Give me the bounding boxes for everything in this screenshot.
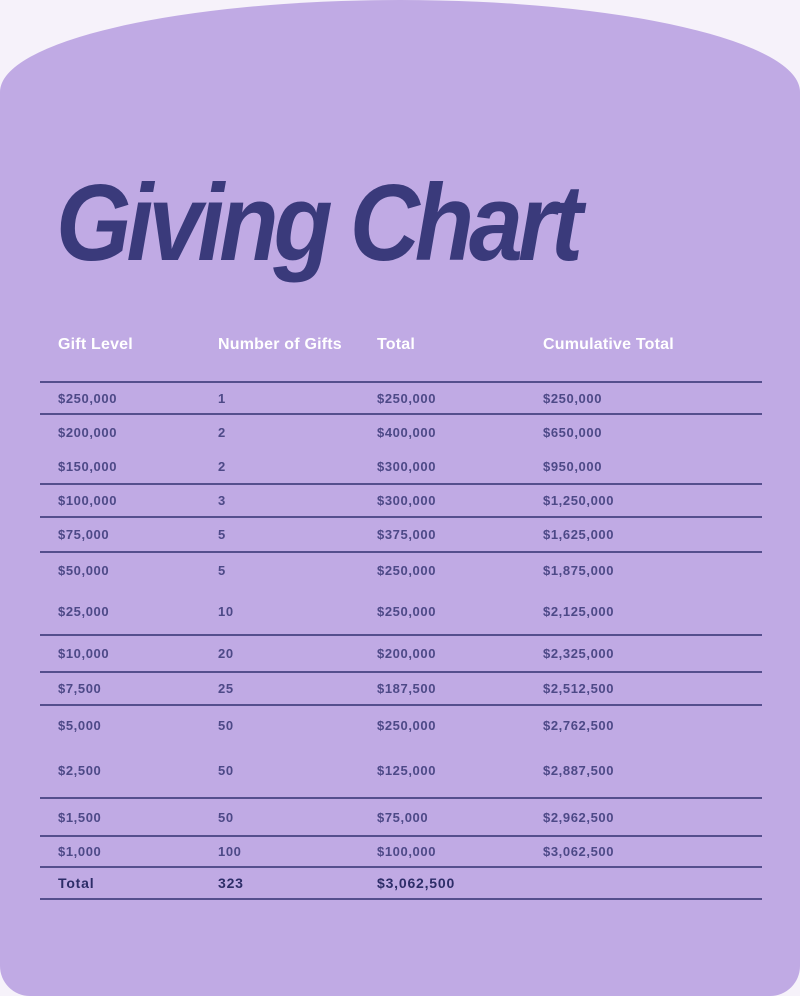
cumulative-total-cell: $1,625,000: [543, 527, 615, 542]
table-row: [40, 450, 762, 485]
table-body: [40, 381, 762, 900]
gift-level-cell: $250,000: [58, 390, 118, 406]
number-of-gifts-cell: 2: [218, 459, 226, 474]
total-cell: $187,500: [377, 681, 437, 696]
cumulative-total-cell: $650,000: [543, 425, 603, 440]
cumulative-total-cell: $2,887,500: [543, 763, 615, 778]
column-header-number-of-gifts: Number of Gifts: [218, 336, 342, 353]
gift-level-cell: $7,500: [58, 681, 102, 696]
gift-level-cell: $1,000: [58, 844, 102, 859]
cumulative-total-cell: $2,125,000: [543, 603, 615, 619]
giving-table: [40, 330, 762, 900]
gift-level-cell: $5,000: [58, 717, 102, 733]
number-of-gifts-cell: 50: [218, 763, 234, 778]
total-cell: $75,000: [377, 809, 429, 825]
gift-level-cell: $150,000: [58, 459, 118, 474]
table-row: [40, 799, 762, 837]
table-header-row: [40, 330, 762, 381]
gift-level-cell: Total: [58, 875, 95, 891]
gift-level-cell: $100,000: [58, 493, 118, 508]
table-row: [40, 485, 762, 518]
number-of-gifts-cell: 10: [218, 603, 234, 619]
total-cell: $300,000: [377, 493, 437, 508]
table-row: [40, 837, 762, 868]
gift-level-cell: $200,000: [58, 425, 118, 440]
table-row: [40, 553, 762, 588]
column-header-total: Total: [377, 336, 416, 353]
total-cell: $375,000: [377, 527, 437, 542]
table-row: [40, 588, 762, 636]
total-cell: $250,000: [377, 603, 437, 619]
total-cell: $300,000: [377, 459, 437, 474]
number-of-gifts-cell: 50: [218, 717, 234, 733]
table-row: [40, 744, 762, 799]
gift-level-cell: $1,500: [58, 809, 102, 825]
total-cell: $250,000: [377, 390, 437, 406]
total-cell: $250,000: [377, 717, 437, 733]
column-header-cumulative-total: Cumulative Total: [543, 336, 674, 353]
column-header-gift-level: Gift Level: [58, 336, 133, 353]
cumulative-total-cell: $1,250,000: [543, 493, 615, 508]
cumulative-total-cell: $2,762,500: [543, 717, 615, 733]
total-cell: $125,000: [377, 763, 437, 778]
table-row: [40, 706, 762, 744]
table-row: [40, 673, 762, 706]
cumulative-total-cell: $1,875,000: [543, 563, 615, 578]
number-of-gifts-cell: 1: [218, 390, 226, 406]
table-row: [40, 415, 762, 450]
total-cell: $3,062,500: [377, 875, 456, 891]
cumulative-total-cell: $2,512,500: [543, 681, 615, 696]
number-of-gifts-cell: 25: [218, 681, 234, 696]
number-of-gifts-cell: 2: [218, 425, 226, 440]
gift-level-cell: $2,500: [58, 763, 102, 778]
table-row: [40, 383, 762, 415]
gift-level-cell: $10,000: [58, 646, 110, 661]
number-of-gifts-cell: 50: [218, 809, 234, 825]
gift-level-cell: $75,000: [58, 527, 110, 542]
cumulative-total-cell: $250,000: [543, 390, 603, 406]
table-row: [40, 518, 762, 553]
number-of-gifts-cell: 323: [218, 875, 244, 891]
number-of-gifts-cell: 3: [218, 493, 226, 508]
total-cell: $250,000: [377, 563, 437, 578]
total-cell: $200,000: [377, 646, 437, 661]
number-of-gifts-cell: 5: [218, 527, 226, 542]
table-row: [40, 636, 762, 673]
gift-level-cell: $50,000: [58, 563, 110, 578]
table-total-row: [40, 868, 762, 900]
total-cell: $100,000: [377, 844, 437, 859]
cumulative-total-cell: $2,962,500: [543, 809, 615, 825]
number-of-gifts-cell: 100: [218, 844, 242, 859]
number-of-gifts-cell: 20: [218, 646, 234, 661]
cumulative-total-cell: $2,325,000: [543, 646, 615, 661]
cumulative-total-cell: $950,000: [543, 459, 603, 474]
page-title: Giving Chart: [56, 161, 579, 284]
number-of-gifts-cell: 5: [218, 563, 226, 578]
gift-level-cell: $25,000: [58, 603, 110, 619]
cumulative-total-cell: $3,062,500: [543, 844, 615, 859]
total-cell: $400,000: [377, 425, 437, 440]
